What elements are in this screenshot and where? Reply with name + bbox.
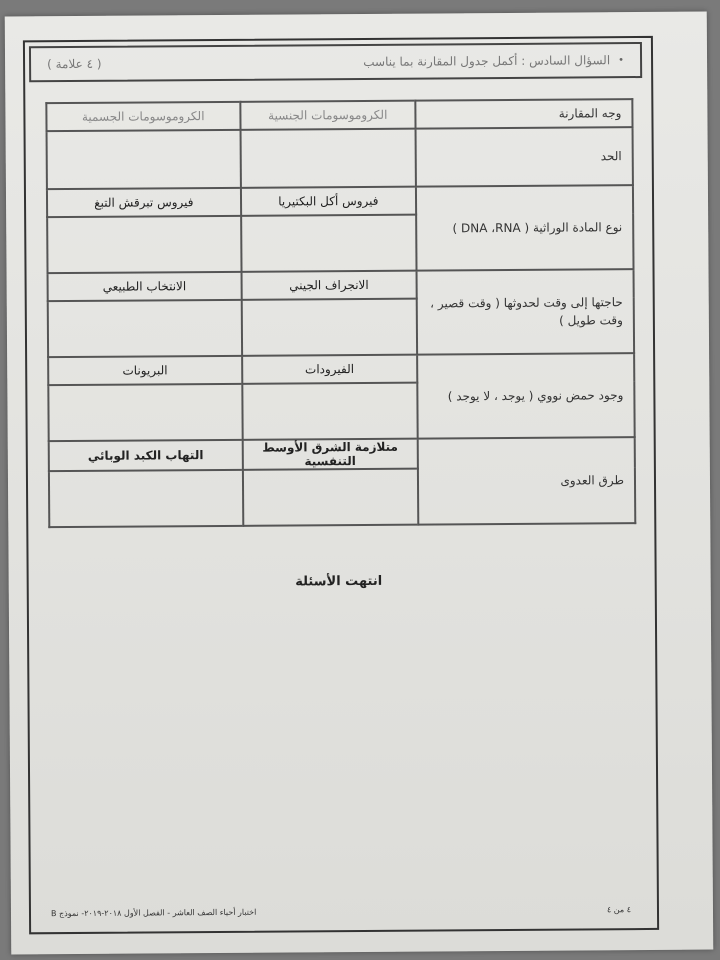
row-aspect: حاجتها إلى وقت لحدوثها ( وقت قصير ، وقت طويل ) bbox=[417, 269, 635, 355]
page-number: ٤ من ٤ bbox=[606, 905, 632, 915]
row-aspect: وجود حمض نووي ( يوجد ، لا يوجد ) bbox=[417, 353, 635, 439]
question-text: السؤال السادس : أكمل جدول المقارنة بما يناسب bbox=[363, 53, 611, 69]
item-label: الفيرودات bbox=[242, 355, 418, 384]
answer-cell[interactable] bbox=[241, 215, 417, 272]
bullet-icon: • bbox=[618, 54, 625, 66]
exam-info: اختبار أحياء الصف العاشر - الفصل الأول ٢٠١٨-٢٠١٩- نموذج B bbox=[50, 907, 257, 919]
item-label: البريونات bbox=[48, 356, 242, 385]
row-aspect: طرق العدوى bbox=[418, 437, 636, 525]
header-aspect: وجه المقارنة bbox=[415, 99, 632, 129]
table-header-row bbox=[46, 99, 632, 131]
item-label: الانتخاب الطبيعي bbox=[48, 272, 242, 301]
exam-sheet bbox=[5, 12, 714, 955]
answer-cell[interactable] bbox=[48, 300, 242, 357]
item-label: فيروس تبرقش التبغ bbox=[47, 188, 241, 217]
answer-cell[interactable] bbox=[47, 130, 241, 189]
answer-cell[interactable] bbox=[48, 384, 242, 441]
table-row bbox=[47, 185, 633, 217]
item-label: متلازمة الشرق الأوسط التنفسية bbox=[242, 439, 418, 470]
answer-cell[interactable] bbox=[49, 470, 243, 527]
answer-cell[interactable] bbox=[242, 383, 418, 440]
header-autosomes: الكروموسومات الجسمية bbox=[46, 102, 240, 131]
row-aspect: نوع المادة الوراثية ( DNA ،RNA ) bbox=[416, 185, 634, 271]
answer-cell[interactable] bbox=[243, 469, 419, 526]
answer-cell[interactable] bbox=[240, 129, 416, 188]
answer-cell[interactable] bbox=[241, 299, 417, 356]
end-of-questions: انتهت الأسئلة bbox=[295, 573, 383, 590]
item-label: فيروس أكل البكتيريا bbox=[241, 187, 417, 216]
table-row bbox=[47, 127, 633, 189]
table-row bbox=[48, 269, 634, 301]
question-title bbox=[363, 53, 624, 69]
question-header bbox=[29, 42, 642, 82]
comparison-table bbox=[45, 98, 636, 528]
header-sex-chromosomes: الكروموسومات الجنسية bbox=[240, 101, 416, 130]
answer-cell[interactable] bbox=[47, 216, 241, 273]
item-label: التهاب الكبد الوبائي bbox=[49, 440, 243, 471]
table-row bbox=[49, 437, 635, 471]
table-row bbox=[48, 353, 634, 385]
marks-label: ( ٤ علامة ) bbox=[47, 56, 102, 72]
item-label: الانجراف الجيني bbox=[241, 271, 417, 300]
row-aspect: الحد bbox=[416, 127, 633, 187]
